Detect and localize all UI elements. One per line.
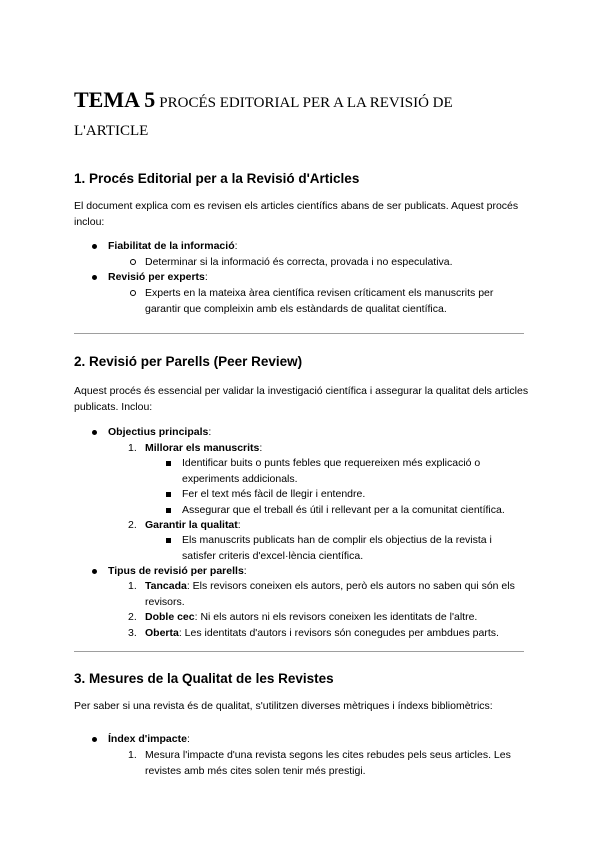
section-divider [74, 651, 524, 652]
section-divider [74, 333, 524, 334]
section-1-intro: El document explica com es revisen els articles científics abans de ser publicats. Aquest procés inclou: [74, 200, 519, 228]
list-item-index-impacte [108, 731, 190, 747]
list-item-tancada [145, 578, 525, 610]
list-item-colon: : [259, 442, 263, 454]
list-item-colon: : [243, 565, 247, 577]
list-item-label: Fiabilitat de la informació [108, 240, 235, 252]
list-item-label: Garantir la qualitat [145, 519, 238, 531]
section-1-heading: 1. Procés Editorial per a la Revisió d'Articles [74, 171, 360, 186]
bullet-dot-icon [92, 737, 97, 742]
title-text-line2: L'ARTICLE [74, 123, 149, 139]
list-subitem-text: Els manuscrits publicats han de complir els objectius de la revista i satisfer criteris d'excel·lència científica. [182, 534, 492, 562]
section-3-heading: 3. Mesures de la Qualitat de les Revistes [74, 671, 334, 686]
bullet-circle-icon [130, 259, 136, 265]
list-number: 1. [128, 442, 137, 454]
list-item-colon: : [204, 271, 208, 283]
list-item-text: : Les identitats d'autors i revisors són conegudes per ambdues parts. [178, 627, 499, 639]
list-number: 2. [128, 519, 137, 531]
list-item-fiabilitat [108, 238, 238, 254]
list-item-millorar [145, 440, 262, 456]
section-3-intro: Per saber si una revista és de qualitat, s'utilitzen diverses mètriques i índexs bibliomètrics: [74, 700, 493, 712]
bullet-square-icon [166, 538, 171, 543]
list-item-oberta [145, 625, 499, 641]
list-subitem-text: Fer el text més fàcil de llegir i entendre. [182, 488, 366, 500]
bullet-dot-icon [92, 569, 97, 574]
list-item-label: Doble cec [145, 611, 195, 623]
bullet-square-icon [166, 492, 171, 497]
list-subitem-text: Assegurar que el treball és útil i rellevant per a la comunitat científica. [182, 504, 505, 516]
list-number: 3. [128, 627, 137, 639]
list-item-label: Objectius principals [108, 426, 209, 438]
list-item-colon: : [234, 240, 238, 252]
title-number: TEMA 5 [74, 87, 156, 112]
bullet-dot-icon [92, 430, 97, 435]
list-item-revisio-experts [108, 269, 208, 285]
list-item-text: : Els revisors coneixen els autors, però els autors no saben qui són els revisors. [145, 580, 515, 608]
list-number: 1. [128, 580, 137, 592]
list-item-label: Revisió per experts [108, 271, 205, 283]
list-subitem-text: Identificar buits o punts febles que requereixen més explicació o experiments addicionals. [182, 457, 481, 485]
bullet-square-icon [166, 461, 171, 466]
section-2-intro: Aquest procés és essencial per validar la investigació científica i assegurar la qualitat dels articles publicats. Inclou: [74, 385, 529, 413]
bullet-dot-icon [92, 275, 97, 280]
list-item-colon: : [208, 426, 212, 438]
list-item-label: Tipus de revisió per parells [108, 565, 244, 577]
list-item-doble-cec [145, 609, 477, 625]
list-number: 2. [128, 611, 137, 623]
title-text-line1: PROCÉS EDITORIAL PER A LA REVISIÓ DE [159, 95, 453, 111]
document-title [74, 86, 534, 145]
list-item-label: Tancada [145, 580, 187, 592]
list-subitem-text: Determinar si la informació és correcta, provada i no especulativa. [145, 256, 453, 268]
bullet-dot-icon [92, 244, 97, 249]
list-item-label: Índex d'impacte [108, 733, 187, 745]
list-item-objectius [108, 424, 211, 440]
list-item-colon: : [186, 733, 190, 745]
section-2-heading: 2. Revisió per Parells (Peer Review) [74, 354, 303, 369]
list-number: 1. [128, 749, 137, 761]
list-item-tipus [108, 563, 247, 579]
list-item-colon: : [237, 519, 241, 531]
list-item-text: Mesura l'impacte d'una revista segons les cites rebudes pels seus articles. Les revistes amb més cites solen tenir més prestigi. [145, 749, 511, 777]
bullet-circle-icon [130, 290, 136, 296]
list-item-text: : Ni els autors ni els revisors coneixen les identitats de l'altre. [194, 611, 478, 623]
bullet-square-icon [166, 508, 171, 513]
list-item-garantir [145, 517, 241, 533]
list-item-label: Oberta [145, 627, 179, 639]
list-subitem-text: Experts en la mateixa àrea científica revisen críticament els manuscrits per garantir que compleixin amb els estàndards de qualitat científica. [145, 287, 494, 315]
list-item-label: Millorar els manuscrits [145, 442, 260, 454]
